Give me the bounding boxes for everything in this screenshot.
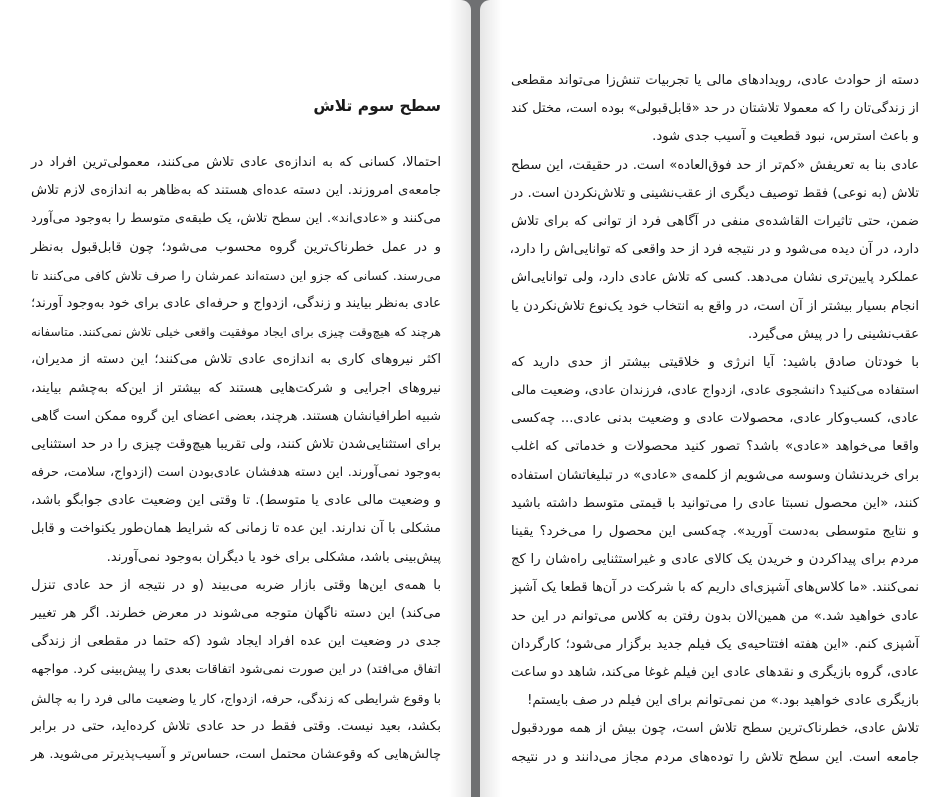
text-line: اتفاق می‌افتد) در این صورت نمی‌شود اتفاقات بعدی را پیش‌بینی کرد. مواجهه	[31, 662, 441, 678]
text-line: و نتایج متوسطی به‌دست آورید». چه‌کسی این محصول را می‌خرد؟ یقینا	[511, 524, 919, 539]
text-line: می‌رسند. کسانی که جزو این دسته‌اند عمرشان را صرف تلاش کافی می‌کنند تا	[31, 267, 441, 283]
text-line: جدی در وضعیت این عده افراد ایجاد شود (که حتما در مقطعی از زندگی	[31, 634, 441, 650]
text-line: چالش‌هایی که وقوعشان محتمل است، حساس‌تر و آسیب‌پذیرتر می‌شوید. هر	[31, 746, 441, 762]
text-line: عادی خواهید شد.» من همین‌الان بدون رفتن به کلاس می‌توانم در این حد	[511, 608, 919, 624]
text-line: با همه‌ی این‌ها وقتی بازار ضربه می‌بیند (و در نتیجه از حد عادی تنزل	[31, 577, 441, 593]
text-line: مردم برای پیداکردن و خریدن یک کالای عادی و غیراستثنایی راه‌شان را کج	[511, 552, 919, 568]
text-line: برای خریدنشان وسوسه می‌شویم از کلمه‌ی «عادی» در تبلیغاتشان استفاده	[510, 467, 919, 483]
text-line: و در عمل خطرناک‌ترین گروه محسوب می‌شود؛ چون قابل‌قبول به‌نظر	[31, 239, 441, 255]
text-line: عملکرد پایین‌تری نشان می‌دهد. کسی که تلاش عادی دارد، ولی توانایی‌اش	[511, 270, 919, 286]
text-line: اکثر نیروهای کاری به اندازه‌ی عادی تلاش می‌کنند؛ این دسته از مدیران،	[31, 352, 441, 368]
text-line: بازیگری عادی خواهید بود.» من نمی‌توانم برای این فیلم در صف بایستم!	[527, 693, 919, 709]
text-line: به‌وجود نمی‌آورند. این دسته هدفشان عادی‌بودن است (ازدواج، سلامت، حرفه	[31, 465, 441, 481]
text-line: استفاده می‌کنید؟ دانشجوی عادی، ازدواج عادی، فرزندان عادی، وضعیت مالی	[511, 383, 919, 399]
text-line: هرچند که هیچ‌وقت چیزی برای ایجاد موفقیت واقعی خیلی تلاش نمی‌کنند. متاسفانه	[31, 325, 441, 340]
page-gutter-shadow	[480, 0, 502, 797]
text-line: می‌کند) این دسته ناگهان متوجه می‌شوند در معرض خطرند. اگر هر تغییر	[31, 606, 441, 621]
page-gutter-shadow	[449, 0, 471, 797]
text-line: آشپزی کنم. «این هفته افتتاحیه‌ی یک فیلم جدید برگزار می‌شود؛ کارگردان	[511, 636, 919, 652]
right-page	[480, 0, 951, 797]
right-page-text	[511, 67, 919, 772]
text-line: تلاش عادی، خطرناک‌ترین سطح تلاش است، چون بیش از همه موردقبول	[511, 721, 919, 737]
left-page-text	[31, 149, 441, 769]
text-line: انجام بسیار بیشتر از آن است، در واقع به انتخاب خود یک‌نوع تلاش‌نکردن یا	[511, 298, 919, 314]
text-line: پیش‌بینی باشد، مشکلی برای خود یا دیگران به‌وجود نمی‌آورند.	[106, 549, 441, 565]
text-line: نیروهای اجرایی و شرکت‌هایی هستند که بیشتر از این‌که به‌چشم بیایند،	[31, 380, 441, 396]
text-line: احتمالا، کسانی که به اندازه‌ی عادی تلاش می‌کنند، معمولی‌ترین افراد در	[31, 155, 441, 170]
text-line: می‌کنند و «عادی‌اند». این سطح تلاش، یک طبقه‌ی متوسط را به‌وجود می‌آورد	[31, 211, 441, 227]
text-line: عادی بنا به تعریفش «کم‌تر از حد فوق‌العاده» است. در حقیقت، این سطح	[511, 157, 919, 173]
text-line: با خودتان صادق باشید: آیا انرژی و خلاقیتی بیشتر از حدی دارید که	[511, 354, 919, 370]
text-line: مشکلی با آن ندارند. این عده تا زمانی که شرایط همان‌طور یکنواخت و قابل	[31, 521, 441, 537]
text-line: عقب‌نشینی را در پیش می‌گیرد.	[747, 326, 919, 342]
text-line: نمی‌کنند. «ما کلاس‌های آشپزی‌ای داریم که با شرکت در آن‌ها قطعا یک آشپز	[511, 580, 919, 596]
section-heading: سطح سوم تلاش	[313, 97, 441, 115]
text-line: از زندگی‌تان را که معمولا تلاشتان در حد «قابل‌قبولی» بوده است، مختل کند	[511, 101, 919, 117]
text-line: و وضعیت مالی عادی یا متوسط). تا وقتی این وضعیت عادی جوابگو باشد،	[31, 493, 441, 509]
text-line: دسته از حوادث عادی، رویدادهای مالی یا تجربیات تنش‌زا می‌تواند مقطعی	[511, 73, 919, 88]
text-line: تلاش (به نوعی) فقط توصیف دیگری از عقب‌نشینی و تلاش‌نکردن است. در	[511, 185, 919, 201]
text-line: با وقوع شرایطی که زندگی، حرفه، ازدواج، کار یا وضعیت مالی فرد را به چالش	[31, 690, 441, 706]
text-line: کنند، «این محصول نسبتا عادی را می‌توانید با قیمتی متوسط داشته باشید	[511, 495, 919, 511]
text-line: برای استثنایی‌شدن تلاش کنند، ولی تقریبا هیچ‌وقت چیزی را در حد استثنایی	[31, 436, 441, 452]
text-line: جامعه است. این سطح تلاش را توده‌های مردم مجاز می‌دانند و در نتیجه	[511, 749, 919, 765]
text-line: عادی، گروه بازیگری و نقدهای عادی این فیلم غوغا می‌کند، شاهد دو ساعت	[511, 664, 919, 680]
text-line: و باعث استرس، نبود قطعیت و آسیب جدی شود.	[652, 129, 919, 145]
text-line: واقعا می‌خواهد «عادی» باشد؟ تصور کنید محصولات و خدماتی که اغلب	[511, 439, 919, 455]
text-line: عادی به‌نظر بیایند و زندگی، ازدواج و حرفه‌ای عادی برای خود به‌وجود آورند؛	[31, 295, 441, 311]
text-line: دارد، در آن دیده می‌شود و در نتیجه فرد از حد واقعی که توانایی‌اش را دارد،	[509, 242, 919, 258]
text-line: بکشد، بعید نیست. وقتی فقط در حد عادی تلاش کرده‌اید، حتی در برابر	[31, 718, 441, 734]
text-line: جامعه‌ی امروزند. این دسته عده‌ای هستند که به‌ظاهر به اندازه‌ی لازم تلاش	[31, 183, 441, 199]
text-line: شبیه اطرافیانشان هستند. هرچند، بعضی اعضای این گروه ممکن است گاهی	[31, 408, 441, 424]
left-page	[0, 0, 471, 797]
text-line: عادی، کسب‌وکار عادی، محصولات عادی و وضعیت بدنی عادی... چه‌کسی	[511, 411, 919, 427]
text-line: ضمن، حتی تاثیرات القاشده‌ی منفی در آگاهی فرد از توانی که برای تلاش	[511, 213, 919, 229]
